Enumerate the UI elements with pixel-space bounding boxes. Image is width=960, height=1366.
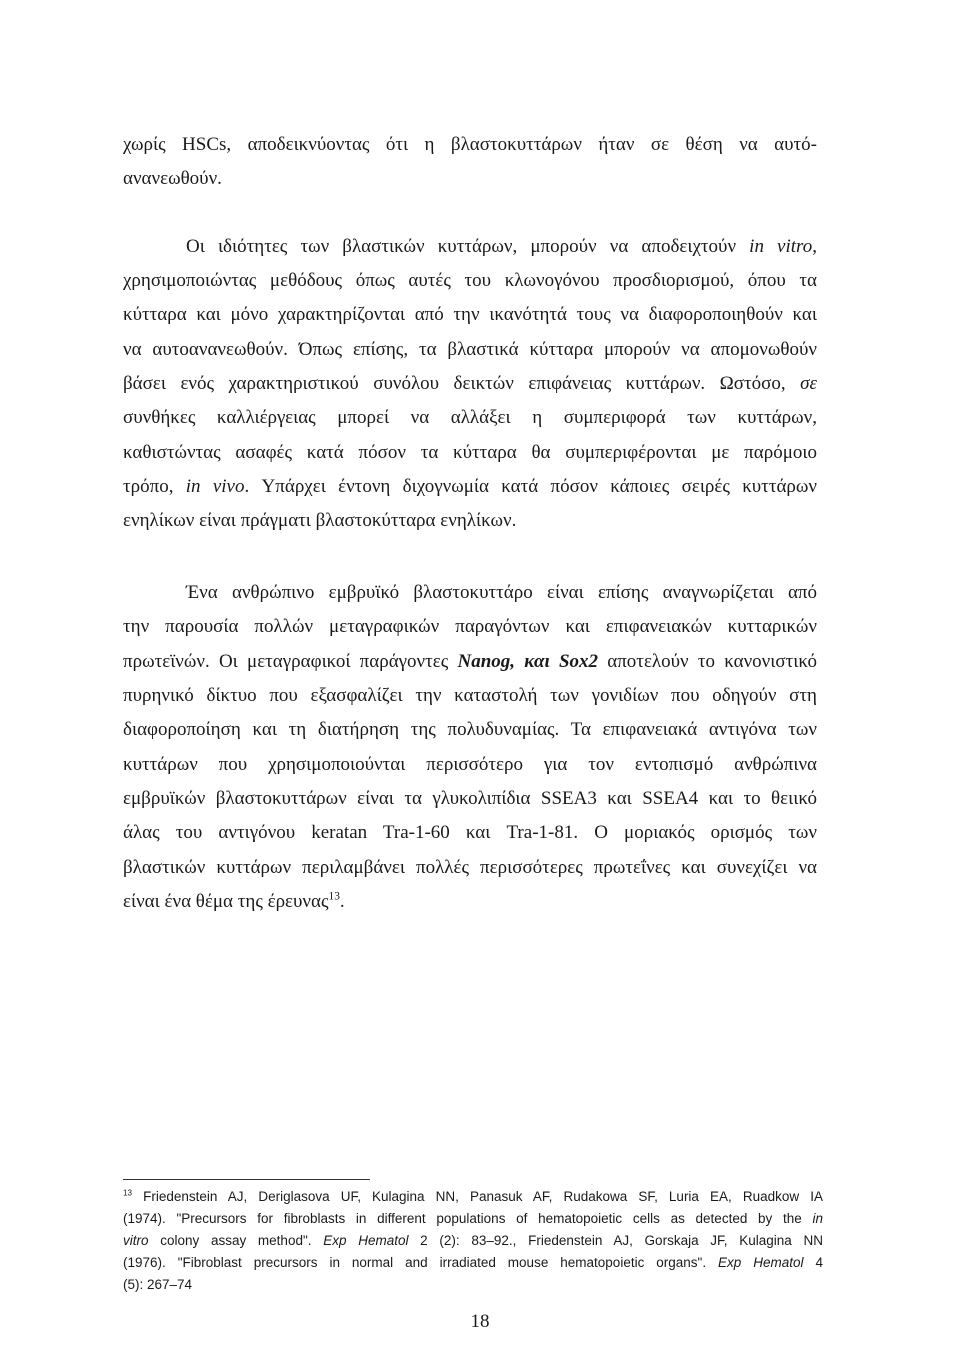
text-run: Ένα ανθρώπινο εμβρυϊκό βλαστοκυττάρο είναι επίσης αναγνωρίζεται από <box>186 582 817 603</box>
text-run: συνθήκες καλλιέργειας μπορεί να αλλάξει η συμπεριφορά των κυττάρων, <box>123 407 817 428</box>
footnote-line <box>123 1231 823 1251</box>
body-line <box>123 821 817 845</box>
footnote-marker: 13 <box>328 890 340 903</box>
text-run: πυρηνικό δίκτυο που εξασφαλίζει την καταστολή των γονιδίων που οδηγούν στη <box>123 685 817 706</box>
text-run: . Υπάρχει έντονη διχογνωμία κατά πόσον κάποιες σειρές κυττάρων <box>244 476 817 497</box>
text-run: colony assay method". <box>148 1233 324 1248</box>
footnote-separator <box>123 1179 370 1180</box>
text-run: χρησιμοποιώντας μεθόδους όπως αυτές του κλωνογόνου προσδιορισμού, όπου τα <box>123 270 817 291</box>
body-line <box>123 167 817 191</box>
body-line <box>123 441 817 465</box>
text-run: εμβρυϊκών βλαστοκυττάρων είναι τα γλυκολιπίδια SSEA3 και SSEA4 και το θειικό <box>123 788 817 809</box>
text-run: ενηλίκων είναι πράγματι βλαστοκύτταρα ενηλίκων. <box>123 510 517 531</box>
body-line <box>123 269 817 293</box>
footnote-line <box>123 1209 823 1229</box>
body-line <box>123 303 817 327</box>
text-run: . <box>339 891 345 912</box>
text-run: in vivo <box>185 476 245 497</box>
body-line <box>123 406 817 430</box>
text-run: ανανεωθούν. <box>123 168 222 189</box>
text-run: in vitro <box>749 236 813 257</box>
text-run: Exp Hematol <box>718 1255 804 1270</box>
body-line <box>123 787 817 811</box>
text-run: την παρουσία πολλών μεταγραφικών παραγόντων και επιφανειακών κυτταρικών <box>123 616 817 637</box>
text-run: Οι ιδιότητες των βλαστικών κυττάρων, μπορούν να αποδειχτούν <box>186 236 750 257</box>
text-run: άλας του αντιγόνου keratan Tra-1-60 και Tra-1-81. Ο μοριακός ορισμός των <box>123 822 817 843</box>
body-line <box>123 650 817 674</box>
text-run: , <box>812 236 817 257</box>
text-run: Exp Hematol <box>323 1233 409 1248</box>
footnote-marker: 13 <box>123 1188 133 1198</box>
body-line <box>123 509 817 533</box>
text-run: να αυτοανανεωθούν. Όπως επίσης, τα βλαστικά κύτταρα μπορούν να απομονωθούν <box>123 339 817 360</box>
text-run: τρόπο, <box>123 476 186 497</box>
text-run: καθιστώντας ασαφές κατά πόσον τα κύτταρα θα συμπεριφέρονται με παρόμοιο <box>123 442 817 463</box>
text-run: (1976). "Fibroblast precursors in normal and irradiated mouse hematopoietic organs". <box>123 1255 719 1270</box>
text-run: in <box>812 1211 823 1226</box>
text-run: Nanog, και Sox2 <box>457 651 599 672</box>
body-line <box>123 615 817 639</box>
body-line <box>186 581 817 605</box>
text-run: (5): 267–74 <box>123 1277 193 1292</box>
text-run: vitro <box>123 1233 149 1248</box>
footnote-line <box>123 1275 823 1295</box>
body-line <box>186 235 817 259</box>
footnote-line <box>123 1253 823 1273</box>
text-run: πρωτεϊνών. Οι μεταγραφικοί παράγοντες <box>123 651 458 672</box>
body-line <box>123 133 817 157</box>
text-run: κύτταρα και μόνο χαρακτηρίζονται από την ικανότητά τους να διαφοροποιηθούν και <box>123 304 817 325</box>
body-line <box>123 753 817 777</box>
text-run: βλαστικών κυττάρων περιλαμβάνει πολλές περισσότερες πρωτεΐνες και συνεχίζει να <box>123 857 817 878</box>
body-line <box>123 372 817 396</box>
text-run: βάσει ενός χαρακτηριστικού συνόλου δεικτών επιφάνειας κυττάρων. Ωστόσο, <box>123 373 801 394</box>
body-line <box>123 684 817 708</box>
text-run: 4 <box>803 1255 823 1270</box>
text-run: σε <box>800 373 817 394</box>
body-line <box>123 856 817 880</box>
body-line <box>123 475 817 499</box>
body-line <box>123 890 817 914</box>
footnote-line <box>123 1187 823 1207</box>
text-run: 2 (2): 83–92., Friedenstein AJ, Gorskaja JF, Kulagina NN <box>408 1233 823 1248</box>
body-line <box>123 718 817 742</box>
page-number: 18 <box>470 1311 490 1332</box>
text-run: είναι ένα θέμα της έρευνας <box>123 891 329 912</box>
text-run: διαφοροποίηση και τη διατήρηση της πολυδυναμίας. Τα επιφανειακά αντιγόνα των <box>123 719 817 740</box>
text-run: κυττάρων που χρησιμοποιούνται περισσότερο για τον εντοπισμό ανθρώπινα <box>123 754 817 775</box>
text-run: Friedenstein AJ, Deriglasova UF, Kulagina NN, Panasuk AF, Rudakowa SF, Luria EA, Ruadkow IA <box>132 1189 823 1204</box>
body-line <box>123 338 817 362</box>
text-run: αποτελούν το κανονιστικό <box>598 651 818 672</box>
text-run: χωρίς HSCs, αποδεικνύοντας ότι η βλαστοκυττάρων ήταν σε θέση να αυτό- <box>123 134 817 155</box>
text-run: (1974). "Precursors for fibroblasts in different populations of hematopoietic cells as detected by the <box>123 1211 813 1226</box>
